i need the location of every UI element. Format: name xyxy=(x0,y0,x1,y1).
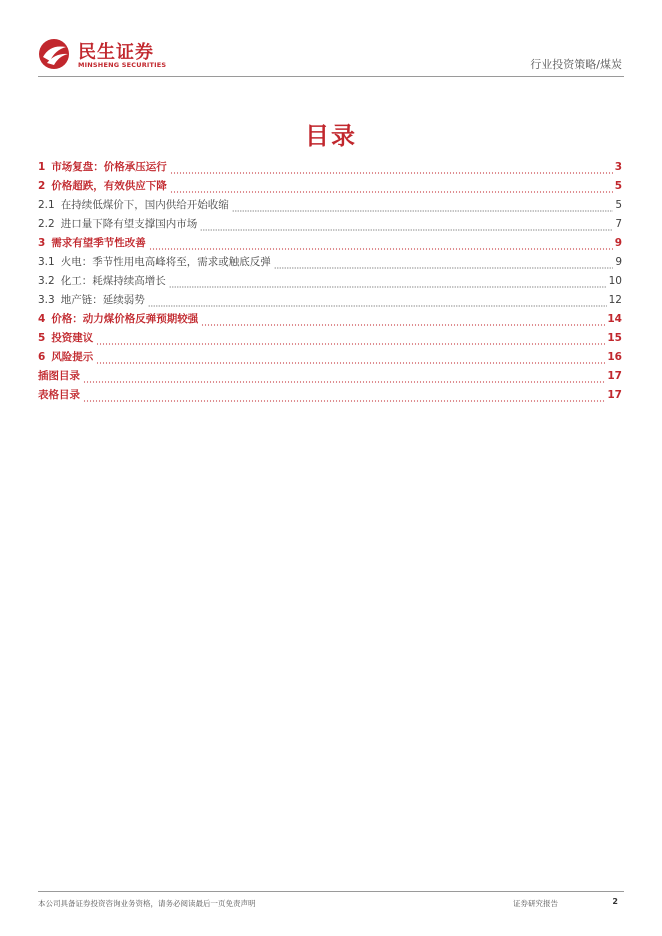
toc-entry-page: 9 xyxy=(614,237,622,249)
toc-entry-title xyxy=(38,387,83,402)
toc-entry-page: 16 xyxy=(607,351,622,363)
toc-leader-dots xyxy=(274,259,614,269)
toc-entry-title xyxy=(38,273,169,288)
toc-entry[interactable] xyxy=(38,387,622,406)
toc-entry-page: 9 xyxy=(615,256,622,268)
toc-entry-title xyxy=(38,159,170,174)
toc-entry-label: 投资建议 xyxy=(51,332,94,344)
toc-leader-dots xyxy=(170,183,613,193)
toc-entry[interactable] xyxy=(38,197,622,216)
toc-entry-number: 3.1 xyxy=(38,256,55,268)
toc-leader-dots xyxy=(149,240,613,250)
toc-entry-page: 14 xyxy=(607,313,622,325)
toc-entry-label: 化工：耗煤持续高增长 xyxy=(60,275,166,287)
toc-leader-dots xyxy=(232,202,614,212)
toc-entry-title xyxy=(38,292,148,307)
toc-entry-number: 2.2 xyxy=(38,218,55,230)
toc-entry-title xyxy=(38,197,232,212)
toc-entry[interactable] xyxy=(38,254,622,273)
toc-leader-dots xyxy=(170,164,613,174)
brand-name-en: MINSHENG SECURITIES xyxy=(78,61,167,69)
toc-entry-label: 在持续低煤价下，国内供给开始收缩 xyxy=(60,199,229,211)
toc-entry-label: 插图目录 xyxy=(38,370,80,382)
footer-doc-type: 证券研究报告 xyxy=(513,899,558,908)
toc-entry-label: 进口量下降有望支撑国内市场 xyxy=(60,218,198,230)
toc-entry-page: 12 xyxy=(608,294,622,306)
toc-entry-page: 5 xyxy=(615,199,622,211)
toc-entry-number: 1 xyxy=(38,161,46,173)
toc-entry-number: 6 xyxy=(38,351,46,363)
toc-entry-label: 价格：动力煤价格反弹预期较强 xyxy=(51,313,199,325)
footer-divider xyxy=(38,891,624,892)
toc-entry-page: 15 xyxy=(607,332,622,344)
toc-entry-number: 3.2 xyxy=(38,275,55,287)
report-category: 行业投资策略/煤炭 xyxy=(530,58,622,71)
toc-entry-label: 市场复盘：价格承压运行 xyxy=(51,161,167,173)
toc-entry-title xyxy=(38,178,170,193)
toc-leader-dots xyxy=(96,335,605,345)
footer-disclaimer: 本公司具备证券投资咨询业务资格，请务必阅读最后一页免责声明 xyxy=(38,899,256,908)
toc-entry-number: 3.3 xyxy=(38,294,55,306)
toc-entry-page: 17 xyxy=(607,389,622,401)
toc-entry-label: 需求有望季节性改善 xyxy=(51,237,146,249)
toc-leader-dots xyxy=(96,354,605,364)
toc-entry-number: 5 xyxy=(38,332,46,344)
toc-entry-page: 10 xyxy=(608,275,622,287)
toc-entry-title xyxy=(38,235,149,250)
table-of-contents xyxy=(38,159,622,406)
page-number: 2 xyxy=(612,897,618,906)
toc-entry-label: 地产链：延续弱势 xyxy=(60,294,145,306)
toc-entry-title xyxy=(38,216,200,231)
toc-entry-label: 表格目录 xyxy=(38,389,80,401)
toc-leader-dots xyxy=(200,221,613,231)
toc-entry-number: 3 xyxy=(38,237,46,249)
toc-leader-dots xyxy=(83,373,605,383)
toc-leader-dots xyxy=(169,278,607,288)
toc-entry-title xyxy=(38,330,96,345)
toc-entry-title xyxy=(38,311,201,326)
toc-entry-title xyxy=(38,368,83,383)
toc-entry[interactable] xyxy=(38,311,622,330)
toc-entry[interactable] xyxy=(38,216,622,235)
toc-entry[interactable] xyxy=(38,235,622,254)
toc-entry[interactable] xyxy=(38,178,622,197)
toc-entry[interactable] xyxy=(38,273,622,292)
toc-leader-dots xyxy=(83,392,605,402)
toc-leader-dots xyxy=(148,297,607,307)
toc-entry-number: 2.1 xyxy=(38,199,55,211)
page-title: 目录 xyxy=(305,122,357,150)
toc-entry-number: 2 xyxy=(38,180,46,192)
toc-entry-title xyxy=(38,349,96,364)
toc-entry-label: 价格超跌，有效供应下降 xyxy=(51,180,167,192)
toc-entry[interactable] xyxy=(38,292,622,311)
toc-leader-dots xyxy=(201,316,605,326)
toc-entry[interactable] xyxy=(38,159,622,178)
minsheng-logo-icon xyxy=(38,38,72,70)
toc-entry-page: 5 xyxy=(614,180,622,192)
toc-entry-page: 3 xyxy=(614,161,622,173)
minsheng-logo xyxy=(38,36,198,76)
toc-entry[interactable] xyxy=(38,330,622,349)
brand-name-cn: 民生证券 xyxy=(78,42,154,63)
page-header xyxy=(38,36,624,78)
toc-entry[interactable] xyxy=(38,368,622,387)
header-divider xyxy=(38,76,624,77)
toc-entry-label: 火电：季节性用电高峰将至，需求或触底反弹 xyxy=(60,256,271,268)
toc-entry-label: 风险提示 xyxy=(51,351,94,363)
toc-entry[interactable] xyxy=(38,349,622,368)
toc-entry-page: 7 xyxy=(615,218,622,230)
toc-entry-number: 4 xyxy=(38,313,46,325)
toc-entry-title xyxy=(38,254,274,269)
toc-entry-page: 17 xyxy=(607,370,622,382)
